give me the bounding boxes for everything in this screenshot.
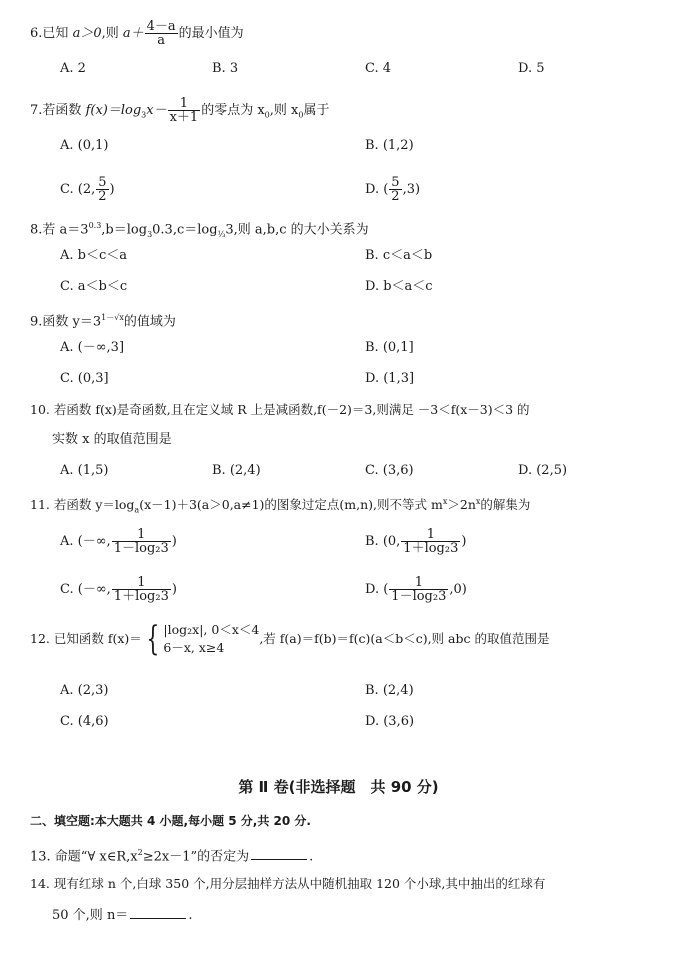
option-text: ) [171, 582, 177, 597]
fraction-denominator: 2 [98, 189, 107, 204]
option-d: D. (1,3] [365, 371, 415, 386]
log-base: ⅓ [217, 229, 226, 239]
fill-in-heading: 二、填空题:本大题共 4 小题,每小题 5 分,共 20 分. [30, 814, 311, 828]
stem-text: ,若 f(a)＝f(b)＝f(c)(a＜b＜c),则 abc 的取值范围是 [259, 631, 550, 646]
fraction-denominator: a [157, 33, 166, 48]
stem-text: 的零点为 x [201, 103, 265, 118]
stem-text: 3,则 a,b,c 的大小关系为 [225, 222, 369, 238]
option-c: C. 4 [365, 61, 392, 76]
fraction-numerator: 5 [391, 175, 400, 190]
option-d: D. (3,6) [365, 714, 415, 729]
case-2: 6－x, x≥4 [163, 640, 225, 655]
stem-text: 50 个,则 n＝ [52, 908, 129, 923]
option-d: D. 5 [518, 61, 545, 76]
option-d: D. (2,5) [518, 463, 568, 478]
fraction-numerator: 5 [98, 175, 107, 190]
expression: x－ [146, 103, 167, 118]
fraction [112, 528, 171, 555]
exponent: 2 [137, 848, 143, 857]
option-a: A. b＜c＜a [60, 248, 128, 263]
fraction-numerator: 1 [401, 528, 460, 542]
stem-text: 若函数 [42, 103, 82, 118]
option-d: D. b＜a＜c [365, 279, 433, 294]
stem-text: ,则 x [269, 103, 299, 118]
piecewise-cases [163, 621, 259, 657]
stem-text: 的值域为 [123, 314, 176, 330]
option-c [60, 576, 177, 603]
fraction [401, 528, 460, 555]
option-a: A. (－∞,3] [60, 340, 125, 355]
exponent: x [475, 497, 481, 506]
question-8-stem [30, 217, 369, 244]
option-c: C. (3,6) [365, 463, 414, 478]
fraction [96, 176, 108, 203]
option-text: A. (－∞, [60, 534, 111, 549]
question-10-line-2: 实数 x 的取值范围是 [52, 432, 172, 447]
stem-text: . [188, 908, 193, 923]
section-2-title: 第 Ⅱ 卷(非选择题 共 90 分) [238, 778, 439, 796]
condition: a＞0 [72, 26, 102, 41]
fraction [389, 176, 401, 203]
option-text: ) [171, 534, 177, 549]
option-b: B. (0,1] [365, 340, 414, 355]
stem-text: ≥2x－1”的否定为 [142, 849, 250, 865]
stem-text: ,则 [101, 26, 119, 41]
question-14-line-1: 14. 现有红球 n 个,白球 350 个,用分层抽样方法从中随机抽取 120 个小球,其中抽出的红球有 [30, 876, 546, 891]
option-b: B. (2,4) [212, 463, 261, 478]
case-1: |log₂x|, 0＜x＜4 [163, 622, 260, 637]
option-c: C. (0,3] [60, 371, 109, 386]
fraction [168, 97, 201, 124]
option-text: ) [461, 534, 467, 549]
question-6-stem [30, 20, 244, 47]
stem-text: (x－1)＋3(a＞0,a≠1)的图象过定点(m,n),则不等式 m [139, 497, 443, 513]
option-c: C. a＜b＜c [60, 279, 128, 294]
stem-text: 的解集为 [480, 497, 531, 513]
fraction [389, 576, 448, 603]
fraction-numerator: 4－a [146, 19, 176, 34]
log-base: 3 [147, 229, 153, 239]
subscript: 0 [264, 110, 270, 120]
option-c [60, 176, 115, 203]
question-9-stem [30, 309, 176, 331]
fraction [112, 576, 171, 603]
answer-blank[interactable] [251, 847, 307, 860]
exponent: x [442, 497, 448, 506]
option-a: A. (0,1) [60, 138, 109, 153]
fraction-denominator: 1－log₂3 [113, 541, 169, 556]
option-text: ,0) [449, 582, 467, 597]
option-c: C. (4,6) [60, 714, 109, 729]
log-base: 3 [141, 110, 147, 120]
question-11-stem [30, 493, 530, 520]
question-number: 8. [30, 222, 43, 238]
question-number: 9. [30, 314, 43, 330]
answer-blank[interactable] [130, 906, 186, 919]
question-12-stem [30, 621, 549, 657]
question-number: 7. [30, 103, 43, 118]
fraction-denominator: 1＋log₂3 [113, 589, 169, 604]
option-b: B. (2,4) [365, 683, 414, 698]
question-7-stem [30, 97, 329, 125]
option-text: C. (2, [60, 182, 96, 197]
fraction-numerator: 1 [112, 528, 171, 542]
option-a: A. (1,5) [60, 463, 109, 478]
stem-text: 函数 y＝3 [42, 314, 102, 330]
option-a: A. 2 [60, 61, 86, 76]
option-text: D. ( [365, 182, 389, 197]
piecewise-brace: { [146, 619, 160, 659]
fraction-numerator: 1 [112, 576, 171, 590]
fraction-numerator: 1 [168, 97, 201, 111]
option-a: A. (2,3) [60, 683, 109, 698]
fraction-denominator: 1＋log₂3 [403, 541, 459, 556]
fraction-denominator: 1－log₂3 [391, 589, 447, 604]
expression: f(x)＝log [85, 103, 142, 118]
fraction-denominator: 2 [391, 189, 400, 204]
subscript: 0 [298, 110, 304, 120]
option-d [365, 576, 467, 603]
log-base: a [134, 505, 140, 515]
option-b: B. (1,2) [365, 138, 414, 153]
stem-text: 若 a＝3 [42, 222, 89, 238]
exponent: 0.3 [88, 221, 102, 230]
stem-text: 11. 若函数 y＝log [30, 497, 135, 513]
option-text: D. ( [365, 582, 389, 597]
stem-text: . [309, 849, 314, 865]
option-b: B. 3 [212, 61, 239, 76]
option-a [60, 528, 177, 555]
option-text: C. (－∞, [60, 582, 111, 597]
option-d [365, 176, 420, 203]
option-b: B. c＜a＜b [365, 248, 433, 263]
option-text: B. (0, [365, 534, 401, 549]
stem-text: 属于 [303, 103, 330, 118]
stem-text: 的最小值为 [178, 26, 244, 41]
stem-text: 13. 命题“∀ x∈R,x [30, 849, 138, 865]
question-13-stem [30, 844, 313, 866]
stem-text: ,b＝log [101, 222, 148, 238]
fraction-numerator: 1 [389, 576, 448, 590]
stem-text: 0.3,c＝log [152, 222, 218, 238]
question-number: 6. [30, 26, 43, 41]
stem-text: ＞2n [447, 497, 476, 513]
stem-text: 12. 已知函数 f(x)＝ [30, 631, 142, 646]
exponent: 1－√x [101, 313, 124, 322]
option-text: ) [109, 182, 115, 197]
option-text: ,3) [402, 182, 421, 197]
expression: a＋ [122, 26, 144, 41]
fraction-denominator: x＋1 [169, 110, 199, 125]
fraction [145, 20, 178, 47]
stem-text: 已知 [42, 26, 69, 41]
option-b [365, 528, 466, 555]
question-10-line-1: 10. 若函数 f(x)是奇函数,且在定义域 R 上是减函数,f(－2)＝3,则满足 －3＜f(x－3)＜3 的 [30, 402, 530, 417]
question-14-line-2 [52, 906, 192, 925]
